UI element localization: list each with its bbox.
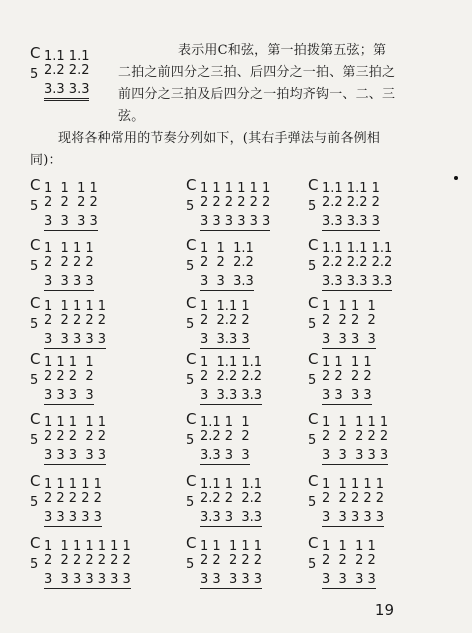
bass-number: 5 xyxy=(30,433,39,448)
notation-top: 1 1 1 1 1 1 xyxy=(200,181,271,196)
bass-number: 5 xyxy=(308,199,317,214)
chord-letter: C xyxy=(308,176,319,194)
bass-number: 5 xyxy=(308,259,317,274)
notation-columns xyxy=(44,50,89,101)
notation-top: 1.1 1.1 1.1 xyxy=(322,241,393,256)
ink-dot xyxy=(454,176,458,180)
notation-bot: 3.3 3.3 3.3 xyxy=(322,274,393,289)
notation-columns xyxy=(322,356,372,405)
chord-letter: C xyxy=(186,236,197,254)
notation-mid: 2 2 2.2 xyxy=(200,255,254,270)
bass-number: 5 xyxy=(186,373,195,388)
notation-bot: 3.3 3.3 xyxy=(44,83,89,101)
notation-bot: 3 3 3 3 3 xyxy=(44,510,102,525)
notation-mid: 2 2 2 2 xyxy=(44,369,94,384)
notation-bot: 3 3 3 3 3 xyxy=(200,572,263,587)
notation-columns xyxy=(322,300,376,349)
notation-bot: 3.3 3 3 xyxy=(200,448,250,463)
chord-letter: C xyxy=(308,534,319,552)
chord-letter: C xyxy=(186,534,197,552)
notation-top: 1.1 1 1.1 xyxy=(200,477,263,492)
chord-letter: C xyxy=(186,294,197,312)
notation-columns xyxy=(44,416,106,465)
notation-bot: 3 3 3 3 3 xyxy=(44,332,107,347)
notation-columns xyxy=(200,242,254,291)
bass-number: 5 xyxy=(308,317,317,332)
paragraph-1-line-2: 二拍之前四分之三拍、后四分之一拍、第三拍之 xyxy=(118,65,396,80)
chord-letter: C xyxy=(308,350,319,368)
paragraph-1-line-1: 表示用C和弦，第一拍拨第五弦；第 xyxy=(178,43,387,58)
notation-top: 1 1 1 1 xyxy=(44,355,94,370)
notation-columns xyxy=(200,356,262,405)
chord-letter: C xyxy=(308,236,319,254)
notation-columns xyxy=(322,478,384,527)
notation-columns xyxy=(200,478,262,527)
notation-columns xyxy=(200,540,262,589)
notation-mid: 2 2 2 2 xyxy=(322,553,376,568)
bass-number: 5 xyxy=(308,373,317,388)
notation-top: 1 1 1 1 xyxy=(44,241,94,256)
notation-columns xyxy=(44,300,106,349)
notation-bot: 3.3 3.3 3 xyxy=(322,214,380,229)
notation-top: 1 1 1.1 xyxy=(200,241,254,256)
notation-top: 1 1 1 1 xyxy=(322,299,376,314)
notation-mid: 2 2 2 2 2 xyxy=(200,553,263,568)
chord-letter: C xyxy=(30,534,41,552)
notation-mid: 2 2 2 2 2 2 xyxy=(200,195,271,210)
notation-bot: 3 3 3 3 3 xyxy=(44,448,107,463)
paragraph-1-line-4: 弦。 xyxy=(118,109,145,124)
notation-bot: 3 3 3 3 3 xyxy=(322,448,389,463)
bass-number: 5 xyxy=(308,433,317,448)
notation-bot: 3 3 3 3 xyxy=(322,388,372,403)
bass-number: 5 xyxy=(186,433,195,448)
notation-bot: 3 3 3 3 xyxy=(44,214,98,229)
paragraph-2-line-2: 同)： xyxy=(30,153,62,168)
notation-columns xyxy=(322,416,388,465)
bass-number: 5 xyxy=(30,67,39,82)
page-number: 19 xyxy=(374,601,394,619)
notation-top: 1 1 1 1 xyxy=(322,355,372,370)
notation-top: 1 1 1 1 1 xyxy=(322,477,385,492)
notation-top: 1 1 1 1 1 xyxy=(200,539,263,554)
bass-number: 5 xyxy=(30,495,39,510)
notation-mid: 2.2 2.2 2 xyxy=(322,195,380,210)
notation-columns xyxy=(44,540,131,589)
notation-bot: 3 3 3 3 3 3 3 xyxy=(44,572,131,587)
notation-columns xyxy=(322,242,392,291)
notation-mid: 2 2 2 2 2 xyxy=(44,313,107,328)
chord-letter: C xyxy=(186,176,197,194)
notation-columns xyxy=(200,416,250,465)
notation-top: 1 1.1 1.1 xyxy=(200,355,263,370)
notation-columns xyxy=(200,182,270,231)
notation-top: 1 1 1 1 xyxy=(322,539,376,554)
bass-number: 5 xyxy=(186,317,195,332)
bass-number: 5 xyxy=(186,259,195,274)
notation-mid: 2 2 2 2 2 xyxy=(322,429,389,444)
notation-top: 1 1.1 1 xyxy=(200,299,250,314)
bass-number: 5 xyxy=(30,557,39,572)
notation-top: 1 1 1 1 1 xyxy=(322,415,389,430)
notation-mid: 2 2.2 2.2 xyxy=(200,369,263,384)
notation-top: 1 1 1 1 1 1 1 xyxy=(44,539,131,554)
notation-mid: 2.2 2.2 xyxy=(44,63,90,78)
notation-top: 1 1 1 1 1 xyxy=(44,415,107,430)
bass-number: 5 xyxy=(186,199,195,214)
chord-letter: C xyxy=(308,472,319,490)
notation-mid: 2 2 2 2 2 xyxy=(322,491,385,506)
chord-letter: C xyxy=(30,410,41,428)
bass-number: 5 xyxy=(30,199,39,214)
notation-mid: 2 2 2 2 2 xyxy=(44,429,107,444)
bass-number: 5 xyxy=(308,557,317,572)
notation-bot: 3 3 3 3 xyxy=(322,332,376,347)
bass-number: 5 xyxy=(30,373,39,388)
notation-top: 1.1 1.1 1 xyxy=(322,181,380,196)
bass-number: 5 xyxy=(186,495,195,510)
chord-letter: C xyxy=(186,410,197,428)
chord-letter: C xyxy=(30,294,41,312)
bass-number: 5 xyxy=(186,557,195,572)
notation-mid: 2.2 2 2 xyxy=(200,429,250,444)
notation-bot: 3.3 3 3.3 xyxy=(200,510,263,525)
notation-mid: 2 2 2 2 xyxy=(44,195,98,210)
notation-mid: 2 2 2 2 xyxy=(44,255,94,270)
notation-bot: 3 3 3 3 3 3 xyxy=(200,214,271,229)
notation-bot: 3 3 3.3 xyxy=(200,274,254,289)
notation-mid: 2 2.2 2 xyxy=(200,313,250,328)
notation-top: 1 1 1 1 1 xyxy=(44,477,102,492)
chord-letter: C xyxy=(30,176,41,194)
chord-letter: C xyxy=(308,410,319,428)
notation-columns xyxy=(44,182,98,231)
notation-bot: 3 3 3 3 3 xyxy=(322,510,385,525)
notation-mid: 2 2 2 2 2 2 2 xyxy=(44,553,131,568)
notation-top: 1 1 1 1 1 xyxy=(44,299,107,314)
chord-letter: C xyxy=(30,472,41,490)
chord-letter: C xyxy=(30,350,41,368)
bass-number: 5 xyxy=(30,259,39,274)
notation-mid: 2 2 2 2 xyxy=(322,369,372,384)
chord-letter: C xyxy=(186,350,197,368)
notation-bot: 3 3 3 3 xyxy=(44,388,94,403)
notation-columns xyxy=(44,478,102,527)
chord-letter: C xyxy=(30,236,41,254)
notation-top: 1.1 1.1 xyxy=(44,49,90,64)
notation-mid: 2 2 2 2 2 xyxy=(44,491,102,506)
notation-mid: 2.2 2.2 2.2 xyxy=(322,255,393,270)
notation-columns xyxy=(44,242,94,291)
notation-bot: 3 3 3 3 xyxy=(44,274,94,289)
notation-top: 1.1 1 1 xyxy=(200,415,250,430)
notation-bot: 3 3 3 3 xyxy=(322,572,376,587)
notation-columns xyxy=(322,182,380,231)
notation-columns xyxy=(322,540,376,589)
bass-number: 5 xyxy=(308,495,317,510)
paragraph-1-line-3: 前四分之三拍及后四分之一拍均齐钩一、二、三 xyxy=(118,87,396,102)
notation-columns xyxy=(200,300,250,349)
notation-mid: 2 2 2 2 xyxy=(322,313,376,328)
bass-number: 5 xyxy=(30,317,39,332)
notation-mid: 2.2 2 2.2 xyxy=(200,491,263,506)
chord-letter: C xyxy=(186,472,197,490)
notation-bot: 3 3.3 3 xyxy=(200,332,250,347)
notation-bot: 3 3.3 3.3 xyxy=(200,388,263,403)
chord-letter: C xyxy=(30,44,41,62)
paragraph-2-line-1: 现将各种常用的节奏分列如下，(其右手弹法与前各例相 xyxy=(58,131,381,146)
chord-letter: C xyxy=(308,294,319,312)
notation-top: 1 1 1 1 xyxy=(44,181,98,196)
notation-columns xyxy=(44,356,94,405)
